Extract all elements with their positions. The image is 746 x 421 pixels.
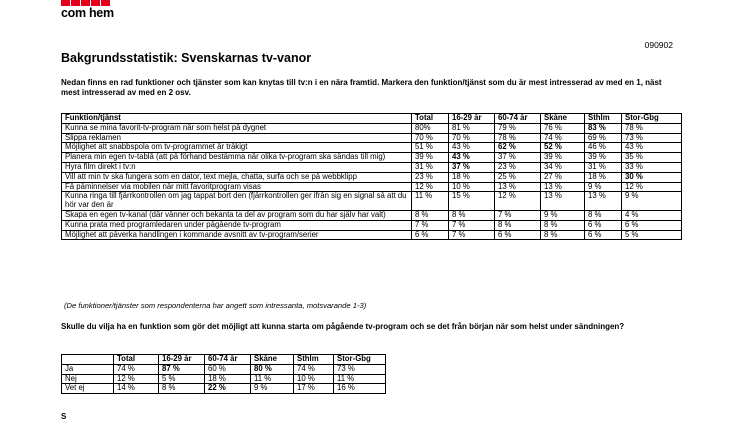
cell-value: 74 % bbox=[294, 364, 334, 374]
table-row bbox=[62, 364, 386, 374]
page-title: Bakgrundsstatistik: Svenskarnas tv-vanor bbox=[61, 51, 312, 65]
table-header-row bbox=[62, 114, 682, 124]
row-label: Skapa en egen tv-kanal (där vänner och bekanta ta del av program som du har själv har valt) bbox=[62, 210, 412, 220]
row-label: Vill att min tv ska fungera som en dator, text mejla, chatta, surfa och se på webbklipp bbox=[62, 172, 412, 182]
row-label: Möjlighet att påverka handlingen i kommande avsnitt av tv-program/serier bbox=[62, 230, 412, 240]
cell-value: 17 % bbox=[294, 384, 334, 394]
table-row bbox=[62, 153, 682, 163]
cell-value: 8 % bbox=[541, 230, 585, 240]
cell-value: 12 % bbox=[495, 192, 541, 211]
cell-value: 43 % bbox=[449, 143, 495, 153]
cell-value: 78 % bbox=[495, 133, 541, 143]
cell-value: 13 % bbox=[495, 182, 541, 192]
cell-value: 11 % bbox=[251, 374, 294, 384]
cell-value: 31 % bbox=[412, 162, 449, 172]
cell-value: 6 % bbox=[495, 230, 541, 240]
cell-value: 7 % bbox=[449, 230, 495, 240]
restart-answers-table bbox=[61, 354, 386, 394]
functions-table bbox=[61, 113, 682, 240]
column-header-label bbox=[62, 355, 114, 365]
cell-value: 7 % bbox=[495, 210, 541, 220]
column-header: 16-29 år bbox=[449, 114, 495, 124]
cell-value: 35 % bbox=[622, 153, 682, 163]
cell-value: 6 % bbox=[412, 230, 449, 240]
cell-value: 60 % bbox=[205, 364, 251, 374]
cell-value: 23 % bbox=[412, 172, 449, 182]
cell-value: 80 % bbox=[251, 364, 294, 374]
cell-value: 7 % bbox=[412, 220, 449, 230]
cell-value: 11 % bbox=[412, 192, 449, 211]
column-header: Skåne bbox=[541, 114, 585, 124]
cell-value: 14 % bbox=[114, 384, 159, 394]
column-header: Sthlm bbox=[294, 355, 334, 365]
logo-text: com hem bbox=[61, 6, 114, 20]
column-header: Stor-Gbg bbox=[334, 355, 386, 365]
cell-value: 10 % bbox=[449, 182, 495, 192]
row-label: Ja bbox=[62, 364, 114, 374]
cell-value: 46 % bbox=[585, 143, 622, 153]
cell-value: 4 % bbox=[622, 210, 682, 220]
column-header: 60-74 år bbox=[495, 114, 541, 124]
survey-question: Skulle du vilja ha en funktion som gör det möjligt att kunna starta om pågående tv-program och se det från början när som helst under sändningen? bbox=[61, 322, 625, 331]
column-header: 16-29 år bbox=[159, 355, 205, 365]
row-label: Hyra film direkt i tv:n bbox=[62, 162, 412, 172]
cell-value: 8 % bbox=[159, 384, 205, 394]
table-header-row bbox=[62, 355, 386, 365]
column-header: Sthlm bbox=[585, 114, 622, 124]
cell-value: 11 % bbox=[334, 374, 386, 384]
column-header: Total bbox=[114, 355, 159, 365]
cell-value: 69 % bbox=[585, 133, 622, 143]
cell-value: 33 % bbox=[622, 162, 682, 172]
cell-value: 5 % bbox=[159, 374, 205, 384]
cell-value: 78 % bbox=[622, 123, 682, 133]
row-label: Slippa reklamen bbox=[62, 133, 412, 143]
cell-value: 13 % bbox=[541, 192, 585, 211]
cell-value: 22 % bbox=[205, 384, 251, 394]
cell-value: 9 % bbox=[622, 192, 682, 211]
table-row bbox=[62, 210, 682, 220]
column-header: Stor-Gbg bbox=[622, 114, 682, 124]
cell-value: 8 % bbox=[449, 210, 495, 220]
cell-value: 13 % bbox=[585, 192, 622, 211]
cell-value: 39 % bbox=[541, 153, 585, 163]
cell-value: 5 % bbox=[622, 230, 682, 240]
cell-value: 12 % bbox=[622, 182, 682, 192]
row-label: Vet ej bbox=[62, 384, 114, 394]
cell-value: 9 % bbox=[251, 384, 294, 394]
cell-value: 39 % bbox=[412, 153, 449, 163]
cell-value: 79 % bbox=[495, 123, 541, 133]
cell-value: 8 % bbox=[541, 220, 585, 230]
cell-value: 81 % bbox=[449, 123, 495, 133]
cell-value: 12 % bbox=[114, 374, 159, 384]
cell-value: 8 % bbox=[412, 210, 449, 220]
column-header: 60-74 år bbox=[205, 355, 251, 365]
table-row bbox=[62, 230, 682, 240]
cell-value: 80% bbox=[412, 123, 449, 133]
cell-value: 9 % bbox=[585, 182, 622, 192]
column-header-label: Funktion/tjänst bbox=[62, 114, 412, 124]
table-row bbox=[62, 123, 682, 133]
cell-value: 15 % bbox=[449, 192, 495, 211]
cell-value: 7 % bbox=[449, 220, 495, 230]
cell-value: 74 % bbox=[114, 364, 159, 374]
cell-value: 12 % bbox=[412, 182, 449, 192]
cell-value: 52 % bbox=[541, 143, 585, 153]
cell-value: 8 % bbox=[585, 210, 622, 220]
row-label: Få påminnelser via mobilen när mitt favoritprogram visas bbox=[62, 182, 412, 192]
cell-value: 6 % bbox=[622, 220, 682, 230]
table-row bbox=[62, 172, 682, 182]
row-label: Nej bbox=[62, 374, 114, 384]
cell-value: 37 % bbox=[495, 153, 541, 163]
column-header: Total bbox=[412, 114, 449, 124]
cell-value: 76 % bbox=[541, 123, 585, 133]
cell-value: 23 % bbox=[495, 162, 541, 172]
cell-value: 43 % bbox=[622, 143, 682, 153]
row-label: Kunna ringa till fjärrkontrollen om jag tappat bort den (fjärrkontrollen ger ifrån sig en signal så att du hör var den är bbox=[62, 192, 412, 211]
cell-value: 39 % bbox=[585, 153, 622, 163]
row-label: Planera min egen tv-tablå (att på förhand bestämma när olika tv-program ska sändas till mig) bbox=[62, 153, 412, 163]
intro-text: Nedan finns en rad funktioner och tjänster som kan knytas till tv:n i en nära framtid. Markera den funktion/tjänst som du är mest intresserad av med en 1, näst mest intresserad av med en 2 osv. bbox=[61, 78, 662, 97]
table-footnote: (De funktioner/tjänster som respondenterna har angett som intressanta, motsvarande 1-3) bbox=[64, 301, 367, 310]
cell-value: 83 % bbox=[585, 123, 622, 133]
cell-value: 16 % bbox=[334, 384, 386, 394]
row-label: Kunna se mina favorit-tv-program när som helst på dygnet bbox=[62, 123, 412, 133]
cell-value: 18 % bbox=[585, 172, 622, 182]
cell-value: 8 % bbox=[495, 220, 541, 230]
cell-value: 62 % bbox=[495, 143, 541, 153]
column-header: Skåne bbox=[251, 355, 294, 365]
cell-value: 6 % bbox=[585, 230, 622, 240]
cell-value: 70 % bbox=[449, 133, 495, 143]
cell-value: 87 % bbox=[159, 364, 205, 374]
cell-value: 31 % bbox=[585, 162, 622, 172]
cell-value: 51 % bbox=[412, 143, 449, 153]
row-label: Möjlighet att snabbspola om tv-programmet är tråkigt bbox=[62, 143, 412, 153]
cell-value: 73 % bbox=[334, 364, 386, 374]
table-row bbox=[62, 192, 682, 211]
document-number: 090902 bbox=[644, 40, 673, 50]
cell-value: 6 % bbox=[585, 220, 622, 230]
cell-value: 18 % bbox=[449, 172, 495, 182]
cut-off-text: S bbox=[61, 412, 67, 421]
cell-value: 70 % bbox=[412, 133, 449, 143]
cell-value: 25 % bbox=[495, 172, 541, 182]
cell-value: 43 % bbox=[449, 153, 495, 163]
table-row bbox=[62, 384, 386, 394]
table-row bbox=[62, 220, 682, 230]
cell-value: 13 % bbox=[541, 182, 585, 192]
comhem-logo bbox=[61, 0, 114, 30]
table-row bbox=[62, 162, 682, 172]
cell-value: 27 % bbox=[541, 172, 585, 182]
cell-value: 9 % bbox=[541, 210, 585, 220]
cell-value: 34 % bbox=[541, 162, 585, 172]
cell-value: 10 % bbox=[294, 374, 334, 384]
cell-value: 37 % bbox=[449, 162, 495, 172]
row-label: Kunna prata med programledaren under pågående tv-program bbox=[62, 220, 412, 230]
cell-value: 18 % bbox=[205, 374, 251, 384]
cell-value: 74 % bbox=[541, 133, 585, 143]
cell-value: 73 % bbox=[622, 133, 682, 143]
cell-value: 30 % bbox=[622, 172, 682, 182]
